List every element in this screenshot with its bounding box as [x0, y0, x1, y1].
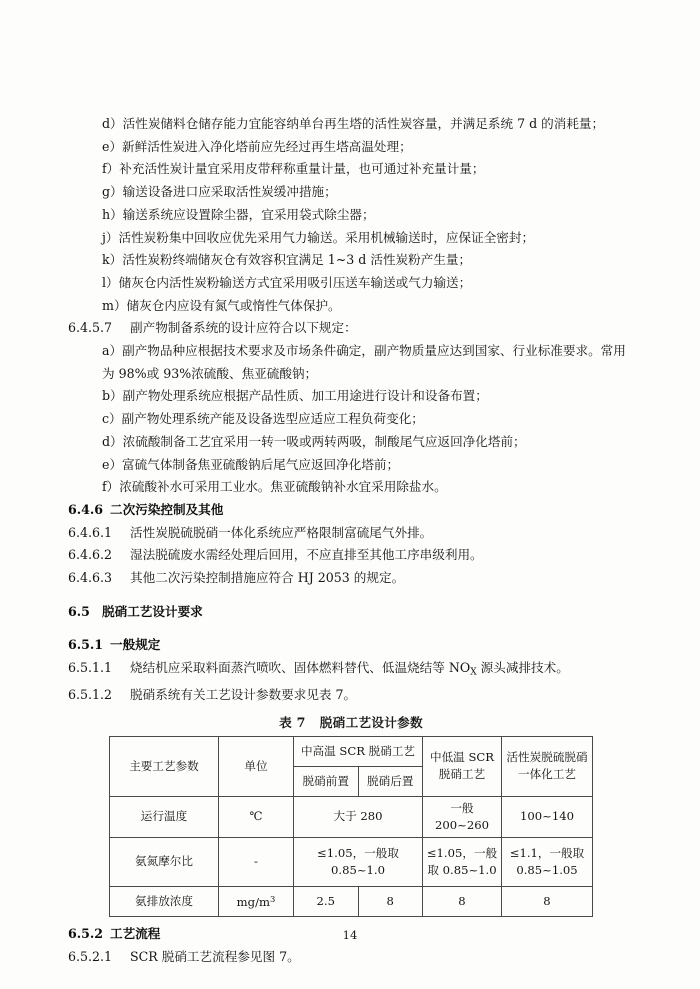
clause-6-5-1-1 — [68, 657, 634, 684]
header-cell-activated-carbon — [502, 736, 593, 796]
clause-6-5-2-1 — [68, 946, 634, 969]
heading-title: 脱硝工艺设计要求 — [102, 603, 203, 619]
header-cell-mid-low: 中低温 SCR 脱硝工艺 — [423, 736, 502, 796]
list-item-a-line1: a）副产物品种应根据技术要求及市场条件确定，副产物质量应达到国家、行业标准要求。常用为 — [102, 343, 626, 381]
table-header-row-1 — [110, 736, 593, 766]
header-cell-pre: 脱硝前置 — [294, 766, 359, 796]
header-cell-param: 主要工艺参数 — [110, 736, 219, 796]
header-cell-unit: 单位 — [219, 736, 294, 796]
cell-mid-low: ≤1.05，一般取 0.85~1.0 — [423, 837, 502, 886]
table-row — [110, 837, 593, 886]
list-item: j）活性炭粉集中回收应优先采用气力输送。采用机械输送时，应保证全密封； — [102, 229, 535, 245]
clause-number: 6.4.5.7 — [68, 320, 113, 336]
cell-unit: - — [219, 837, 294, 886]
unit-text: mg/m — [236, 895, 270, 910]
heading-title: 二次污染控制及其他 — [110, 501, 224, 517]
list-item: e）新鲜活性炭进入净化塔前应先经过再生塔高温处理； — [102, 138, 412, 154]
heading-number: 6.5 — [68, 603, 90, 619]
list-item: c）副产物处理系统产能及设备选型应适应工程负荷变化； — [102, 411, 424, 427]
cell-mid-high: 大于 280 — [294, 796, 423, 837]
table-caption-title: 脱硝工艺设计参数 — [319, 714, 423, 730]
clause-number: 6.4.6.3 — [68, 570, 113, 586]
table-row — [110, 886, 593, 916]
unit-superscript: 3 — [270, 894, 276, 905]
list-item: m）储灰仓内应设有氮气或惰性气体保护。 — [102, 297, 341, 313]
list-item: h）输送系统应设置除尘器，宜采用袋式除尘器； — [102, 206, 375, 222]
list-item-a — [68, 340, 634, 385]
header-cell-mid-high-group: 中高温 SCR 脱硝工艺 — [294, 736, 423, 766]
header-cell-post: 脱硝后置 — [358, 766, 423, 796]
cell-mid-low: 一般 200~260 — [423, 796, 502, 837]
list-item: g）输送设备进口应采取活性炭缓冲措施； — [102, 184, 337, 200]
list-item: l）储灰仓内活性炭粉输送方式宜采用吸引压送车输送或气力输送； — [102, 274, 472, 290]
spacer — [68, 590, 634, 601]
clause-6-4-6-3 — [68, 567, 634, 590]
page-number: 14 — [342, 928, 358, 942]
clause-text: SCR 脱硝工艺流程参见图 7。 — [130, 948, 300, 964]
clause-text-before: 烧结机应采取料面蒸汽喷吹、固体燃料替代、低温烧结等 NO — [130, 660, 471, 676]
cell-post: 8 — [358, 886, 423, 916]
cell-param: 运行温度 — [110, 796, 219, 837]
list-item: f）浓硫酸补水可采用工业水。焦亚硫酸钠补水宜采用除盐水。 — [102, 479, 447, 495]
process-parameter-table — [109, 736, 593, 917]
heading-title: 工艺流程 — [110, 925, 161, 941]
clause-6-4-5-7 — [68, 317, 634, 340]
heading-6-4-6 — [68, 499, 634, 522]
header-ac-line1: 活性炭脱硫脱硝 — [506, 750, 588, 765]
list-item: f）补充活性炭计量宜采用皮带秤称重量计量，也可通过补充量计量； — [102, 161, 485, 177]
list-item: d）活性炭储料仓储存能力宜能容纳单台再生塔的活性炭容量，并满足系统 7 d 的消耗量； — [102, 116, 605, 131]
clause-number: 6.5.1.2 — [68, 687, 113, 703]
clause-number: 6.5.2.1 — [68, 948, 113, 964]
table-caption — [68, 713, 634, 732]
cell-ac-line2: 0.85~1.05 — [516, 862, 578, 877]
list-item-a-line2: 98%或 93%浓硫酸、焦亚硫酸钠； — [118, 365, 318, 381]
heading-6-5 — [68, 601, 634, 624]
clause-number: 6.5.1.1 — [68, 660, 113, 676]
cell-mid-low: 8 — [423, 886, 502, 916]
clause-6-4-6-2 — [68, 544, 634, 567]
cell-ac-line1: ≤1.1，一般取 — [509, 845, 585, 860]
cell-param: 氨氮摩尔比 — [110, 837, 219, 886]
cell-activated-carbon: 8 — [502, 886, 593, 916]
heading-6-5-1 — [68, 634, 634, 657]
table-caption-label: 表 7 — [279, 714, 306, 730]
list-item: e）富硫气体制备焦亚硫酸钠后尾气应返回净化塔前； — [102, 456, 400, 472]
spacer — [68, 623, 634, 634]
clause-6-4-6-1 — [68, 522, 634, 545]
cell-unit — [219, 886, 294, 916]
clause-text: 湿法脱硫废水需经处理后回用，不应直排至其他工序串级利用。 — [130, 547, 483, 563]
clause-text-after: 源头减排技术。 — [476, 660, 569, 676]
heading-number: 6.4.6 — [68, 501, 104, 517]
clause-text: 副产物制备系统的设计应符合以下规定： — [130, 320, 357, 336]
heading-number: 6.5.1 — [68, 637, 104, 653]
list-item: d）浓硫酸制备工艺宜采用一转一吸或两转两吸，制酸尾气应返回净化塔前； — [102, 433, 526, 449]
table-row — [110, 796, 593, 837]
heading-title: 一般规定 — [110, 637, 161, 653]
cell-mid-high: ≤1.05，一般取 0.85~1.0 — [294, 837, 423, 886]
clause-6-5-1-2 — [68, 684, 634, 707]
clause-text: 其他二次污染控制措施应符合 HJ 2053 的规定。 — [130, 570, 405, 586]
clause-text: 脱硝系统有关工艺设计参数要求见表 7。 — [130, 687, 357, 703]
clause-number: 6.4.6.1 — [68, 524, 113, 540]
cell-activated-carbon — [502, 837, 593, 886]
cell-activated-carbon: 100~140 — [502, 796, 593, 837]
cell-unit: ℃ — [219, 796, 294, 837]
page-content — [68, 113, 634, 968]
nox-subscript: X — [470, 667, 477, 678]
list-item: k）活性炭粉终端储灰仓有效容积宜满足 1~3 d 活性炭粉产生量； — [102, 252, 472, 268]
cell-pre: 2.5 — [294, 886, 359, 916]
clause-number: 6.4.6.2 — [68, 547, 113, 563]
clause-text: 活性炭脱硫脱硝一体化系统应严格限制富硫尾气外排。 — [130, 524, 433, 540]
heading-number: 6.5.2 — [68, 925, 104, 941]
list-item: b）副产物处理系统应根据产品性质、加工用途进行设计和设备布置； — [102, 388, 488, 404]
header-ac-line2: 一体化工艺 — [518, 767, 576, 782]
cell-param: 氨排放浓度 — [110, 886, 219, 916]
